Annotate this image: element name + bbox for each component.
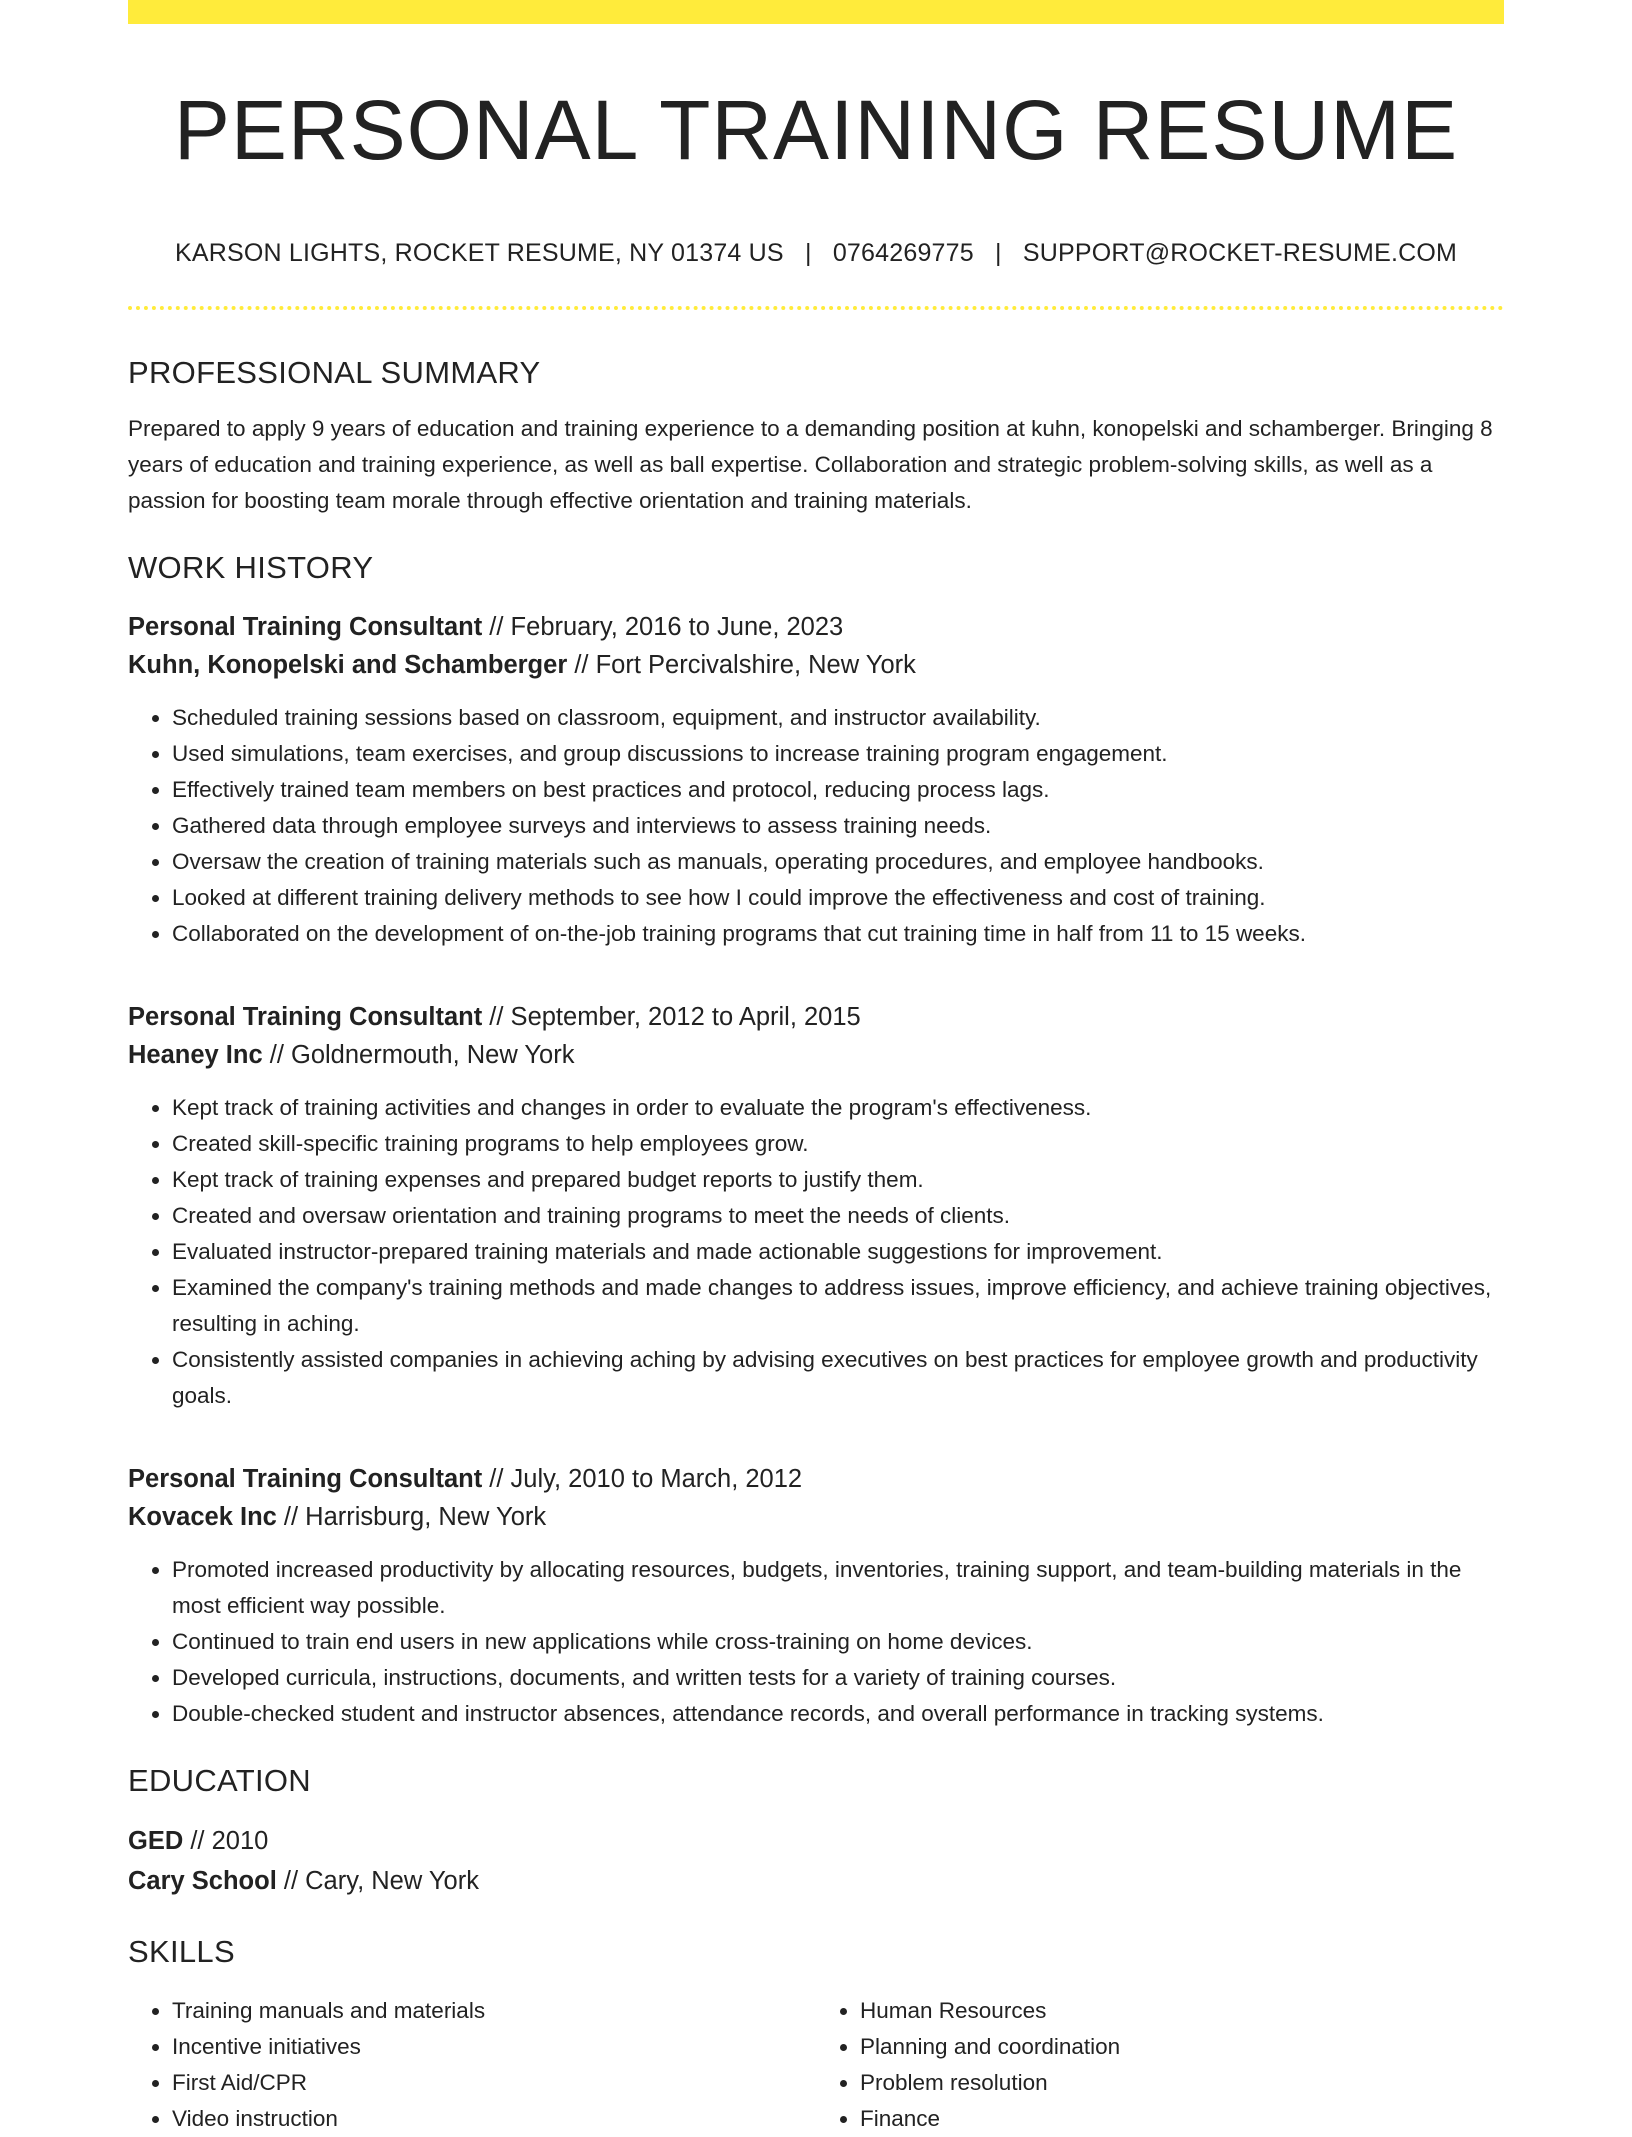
skill-item: • Human Resources <box>860 1993 1504 2029</box>
list-item: • Examined the company's training methods and made changes to address issues, improve efficiency, and achieve training objectives, resulting in aching. <box>172 1270 1504 1342</box>
job-bullets <box>128 1090 1504 1414</box>
list-item: • Created skill-specific training programs to help employees grow. <box>172 1126 1504 1162</box>
contact-separator: | <box>804 238 812 267</box>
job-dates: // September, 2012 to April, 2015 <box>482 1003 861 1032</box>
education-degree-line <box>128 1821 1504 1861</box>
job-location: // Fort Percivalshire, New York <box>567 651 916 680</box>
job-title: Personal Training Consultant <box>128 1003 483 1032</box>
job-company-line <box>128 1036 1504 1074</box>
education-year: // 2010 <box>183 1827 269 1856</box>
job-company-line <box>128 1498 1504 1536</box>
job-location: // Harrisburg, New York <box>276 1503 547 1532</box>
list-item: • Scheduled training sessions based on classroom, equipment, and instructor availability. <box>172 700 1504 736</box>
contact-phone: 0764269775 <box>832 238 974 267</box>
list-item: • Effectively trained team members on best practices and protocol, reducing process lags. <box>172 772 1504 808</box>
education-school: Cary School <box>128 1867 277 1896</box>
summary-heading: PROFESSIONAL SUMMARY <box>128 354 541 390</box>
job-entry <box>128 608 1504 952</box>
job-dates: // July, 2010 to March, 2012 <box>482 1465 803 1494</box>
job-title: Personal Training Consultant <box>128 1465 483 1494</box>
skills-heading: SKILLS <box>128 1934 235 1970</box>
job-entry <box>128 998 1504 1414</box>
summary-text: Prepared to apply 9 years of education and training experience to a demanding position at kuhn, konopelski and schamberger. Bringing 8 years of education and training experience, as well as ball expertise. Collaboration and strategic problem-solving skills, as well as a passion for boosting team morale through effective orientation and training materials. <box>128 415 1493 513</box>
list-item: • Consistently assisted companies in achieving aching by advising executives on best practices for employee growth and productivity goals. <box>172 1342 1504 1414</box>
list-item: • Looked at different training delivery methods to see how I could improve the effectiveness and cost of training. <box>172 880 1504 916</box>
list-item: • Double-checked student and instructor absences, attendance records, and overall performance in tracking systems. <box>172 1696 1504 1732</box>
list-item: • Developed curricula, instructions, documents, and written tests for a variety of training courses. <box>172 1660 1504 1696</box>
list-item: • Gathered data through employee surveys and interviews to assess training needs. <box>172 808 1504 844</box>
contact-line <box>128 239 1504 268</box>
list-item: • Oversaw the creation of training materials such as manuals, operating procedures, and employee handbooks. <box>172 844 1504 880</box>
skill-item: • First Aid/CPR <box>172 2065 816 2101</box>
skill-item: • Planning and coordination <box>860 2029 1504 2065</box>
job-title-line <box>128 608 1504 646</box>
job-company: Heaney Inc <box>128 1041 263 1070</box>
list-item: • Created and oversaw orientation and training programs to meet the needs of clients. <box>172 1198 1504 1234</box>
education-school-line <box>128 1861 1504 1901</box>
skill-item: • Problem resolution <box>860 2065 1504 2101</box>
skills-left-list <box>128 1993 816 2137</box>
job-company: Kuhn, Konopelski and Schamberger <box>128 651 568 680</box>
job-title-line <box>128 998 1504 1036</box>
job-company: Kovacek Inc <box>128 1503 277 1532</box>
skill-item: • Training manuals and materials <box>172 1993 816 2029</box>
list-item: • Used simulations, team exercises, and group discussions to increase training program engagement. <box>172 736 1504 772</box>
skill-item: • Finance <box>860 2101 1504 2137</box>
list-item: • Evaluated instructor-prepared training materials and made actionable suggestions for improvement. <box>172 1234 1504 1270</box>
job-bullets <box>128 1552 1504 1732</box>
contact-address: KARSON LIGHTS, ROCKET RESUME, NY 01374 US <box>174 238 784 267</box>
skills-right-list <box>816 1993 1504 2137</box>
work-history-heading: WORK HISTORY <box>128 549 374 585</box>
list-item: • Collaborated on the development of on-the-job training programs that cut training time in half from 11 to 15 weeks. <box>172 916 1504 952</box>
education-heading: EDUCATION <box>128 1763 311 1799</box>
skill-item: • Incentive initiatives <box>172 2029 816 2065</box>
job-title: Personal Training Consultant <box>128 613 483 642</box>
resume-title: PERSONAL TRAINING RESUME <box>173 83 1459 177</box>
job-bullets <box>128 700 1504 952</box>
skill-item: • Video instruction <box>172 2101 816 2137</box>
education-location: // Cary, New York <box>276 1867 479 1896</box>
list-item: • Kept track of training activities and changes in order to evaluate the program's effectiveness. <box>172 1090 1504 1126</box>
resume-page <box>128 0 1504 2137</box>
dotted-divider <box>128 306 1504 310</box>
job-company-line <box>128 646 1504 684</box>
list-item: • Kept track of training expenses and prepared budget reports to justify them. <box>172 1162 1504 1198</box>
job-entry <box>128 1460 1504 1732</box>
list-item: • Promoted increased productivity by allocating resources, budgets, inventories, training support, and team-building materials in the most efficient way possible. <box>172 1552 1504 1624</box>
list-item: • Continued to train end users in new applications while cross-training on home devices. <box>172 1624 1504 1660</box>
job-location: // Goldnermouth, New York <box>262 1041 575 1070</box>
education-entry <box>128 1821 1504 1901</box>
accent-bar <box>128 0 1504 24</box>
job-dates: // February, 2016 to June, 2023 <box>482 613 844 642</box>
contact-separator: | <box>995 238 1002 267</box>
job-title-line <box>128 1460 1504 1498</box>
skills-grid <box>128 1993 1504 2137</box>
contact-email: SUPPORT@ROCKET-RESUME.COM <box>1022 238 1458 267</box>
education-degree: GED <box>128 1827 184 1856</box>
